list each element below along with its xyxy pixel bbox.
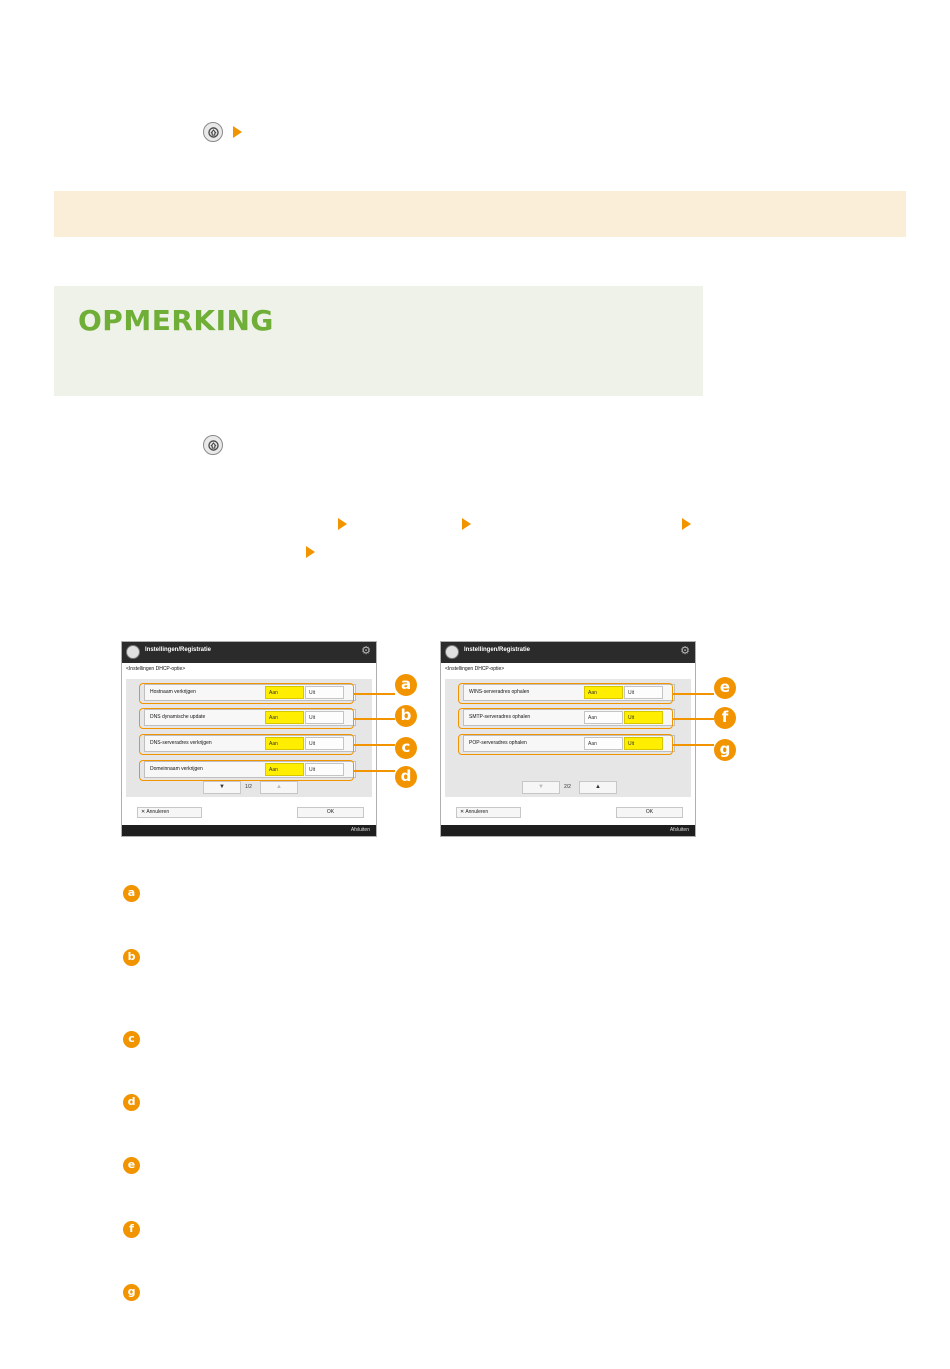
- bullet-c: c: [123, 1031, 140, 1048]
- off-button[interactable]: Uit: [305, 737, 344, 750]
- page-down-button[interactable]: ▼: [522, 781, 560, 794]
- bullet-b: b: [123, 949, 140, 966]
- callout-a: a: [395, 674, 417, 696]
- cancel-label: Annuleren: [146, 809, 170, 815]
- highlight-c: [139, 734, 354, 755]
- callout-f: f: [714, 707, 736, 729]
- callout-g: g: [714, 739, 736, 761]
- status-bar: [122, 825, 376, 836]
- page-up-button[interactable]: ▲: [579, 781, 617, 794]
- on-button[interactable]: Aan: [584, 711, 623, 724]
- on-button[interactable]: Aan: [584, 737, 623, 750]
- cancel-button[interactable]: [456, 807, 521, 818]
- screen-title: Instellingen/Registratie: [464, 647, 531, 653]
- option-label: Domeinnaam verkrijgen: [150, 766, 203, 772]
- bullet-a: a: [123, 885, 140, 902]
- on-button[interactable]: Aan: [265, 686, 304, 699]
- step-arrow-icon: [306, 546, 315, 558]
- close-icon: ✕: [141, 809, 147, 815]
- page-indicator: 1/2: [245, 784, 252, 790]
- screen-subtitle: <Instellingen DHCP-optie>: [126, 666, 186, 672]
- highlight-g: [458, 734, 673, 755]
- off-button[interactable]: Uit: [305, 686, 344, 699]
- callout-line: [673, 693, 714, 695]
- home-icon: [203, 122, 223, 142]
- on-button[interactable]: Aan: [584, 686, 623, 699]
- note-title: OPMERKING: [78, 304, 274, 337]
- home-icon[interactable]: [445, 645, 459, 659]
- callout-line: [354, 770, 395, 772]
- ok-button[interactable]: OK: [616, 807, 683, 818]
- step-arrow-icon: [338, 518, 347, 530]
- off-button[interactable]: Uit: [305, 763, 344, 776]
- ok-button[interactable]: OK: [297, 807, 364, 818]
- callout-line: [673, 744, 714, 746]
- status-text: Afsluiten: [669, 827, 689, 833]
- option-label: Hostnaam verkrijgen: [150, 689, 196, 695]
- highlight-e: [458, 683, 673, 704]
- page-indicator: 2/2: [564, 784, 571, 790]
- highlight-d: [139, 760, 354, 781]
- step-arrow-icon: [233, 126, 242, 138]
- note-box: [54, 286, 703, 396]
- gear-icon[interactable]: ⚙: [680, 645, 690, 657]
- option-label: DNS-serveradres verkrijgen: [150, 740, 212, 746]
- gear-icon[interactable]: ⚙: [361, 645, 371, 657]
- screen-subtitle: <Instellingen DHCP-optie>: [445, 666, 505, 672]
- bullet-g: g: [123, 1284, 140, 1301]
- bullet-f: f: [123, 1221, 140, 1238]
- callout-line: [354, 744, 395, 746]
- page-down-button[interactable]: ▼: [203, 781, 241, 794]
- on-button[interactable]: Aan: [265, 737, 304, 750]
- option-label: DNS dynamische update: [150, 714, 206, 720]
- screen-title: Instellingen/Registratie: [145, 647, 212, 653]
- highlight-f: [458, 708, 673, 729]
- screen-header: [441, 642, 695, 663]
- off-button[interactable]: Uit: [624, 711, 663, 724]
- bullet-d: d: [123, 1094, 140, 1111]
- cancel-label: Annuleren: [465, 809, 489, 815]
- status-text: Afsluiten: [350, 827, 370, 833]
- callout-c: c: [395, 737, 417, 759]
- page-up-button[interactable]: ▲: [260, 781, 298, 794]
- on-button[interactable]: Aan: [265, 763, 304, 776]
- step-arrow-icon: [682, 518, 691, 530]
- option-label: WINS-serveradres ophalen: [469, 689, 530, 695]
- highlight-b: [139, 708, 354, 729]
- status-bar: [441, 825, 695, 836]
- close-icon: ✕: [460, 809, 466, 815]
- highlight-a: [139, 683, 354, 704]
- callout-d: d: [395, 766, 417, 788]
- option-label: SMTP-serveradres ophalen: [469, 714, 531, 720]
- off-button[interactable]: Uit: [624, 686, 663, 699]
- callout-line: [354, 693, 395, 695]
- bullet-e: e: [123, 1157, 140, 1174]
- callout-line: [354, 718, 395, 720]
- option-label: POP-serveradres ophalen: [469, 740, 527, 746]
- section-heading-band: [54, 191, 906, 237]
- cancel-button[interactable]: [137, 807, 202, 818]
- home-icon: [203, 435, 223, 455]
- callout-e: e: [714, 677, 736, 699]
- off-button[interactable]: Uit: [305, 711, 344, 724]
- on-button[interactable]: Aan: [265, 711, 304, 724]
- step-arrow-icon: [462, 518, 471, 530]
- callout-line: [673, 718, 714, 720]
- callout-b: b: [395, 705, 417, 727]
- screen-header: [122, 642, 376, 663]
- home-icon[interactable]: [126, 645, 140, 659]
- off-button[interactable]: Uit: [624, 737, 663, 750]
